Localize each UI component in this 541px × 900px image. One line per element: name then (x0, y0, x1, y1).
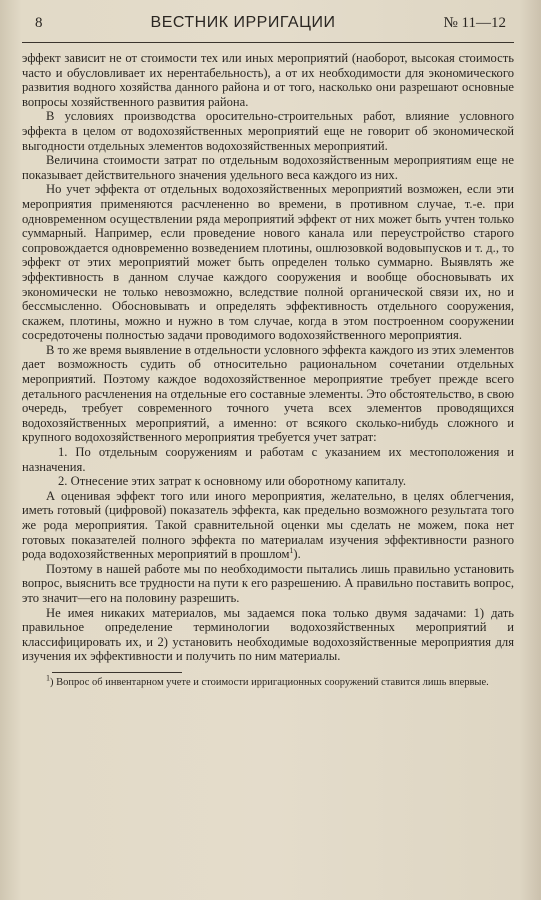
paragraph: В то же время выявление в отдельности условного эффекта каждого из этих элементов дает возможность судить об относительно рациональном сочетании отдельных мероприятий. Поэтому каждое водохозяйственное мероприятие требует прежде всего детального расчленения на отдельные его составные элементы. Это обстоятельство, в свою очередь, требует современного точного учета всех элементов проводящихся водохозяйственных мероприятий, а именно: от всякого сколько-нибудь сложного и крупного водохозяйственного мероприятия требуется учет затрат: (22, 342, 514, 445)
list-item: 1. По отдельным сооружениям и работам с указанием их местоположения и назначения. (22, 445, 514, 474)
paragraph: эффект зависит не от стоимости тех или иных мероприятий (наоборот, высокая стоимость часто и обусловливает их нерентабельность), а от их необходимости для экономического развития водного хозяйства данного района и от того, насколько они разрешают основные вопросы хозяйственного развития района. (22, 51, 514, 109)
paragraph-with-footnote (22, 489, 514, 562)
paragraph: Не имея никаких материалов, мы задаемся пока только двумя задачами: 1) дать правильное определение терминологии водохозяйственных мероприятий и классифицировать их, и 2) установить необходимые водохозяйственные мероприятия для изучения их эффективности и получить по ним материалы. (22, 605, 514, 664)
page-number: 8 (35, 15, 43, 31)
list-item: 2. Отнесение этих затрат к основному или оборотному капиталу. (58, 474, 406, 489)
journal-title: ВЕСТНИК ИРРИГАЦИИ (150, 14, 336, 31)
paragraph: Поэтому в нашей работе мы по необходимости пытались лишь правильно установить вопрос, выяснить все трудности на пути к его разрешению. А правильно поставить вопрос, это значит—его на половину разрешить. (22, 561, 514, 605)
footnote: $^1$) Вопрос об инвентарном учете и стоимости ирригационных сооружений ставится лишь впервые. (46, 673, 489, 688)
paragraph: Величина стоимости затрат по отдельным водохозяйственным мероприятиям еще не показывает действительного значения удельного веса каждого из них. (22, 153, 514, 182)
paragraph-tail: ). (293, 547, 301, 562)
footnote-rule (52, 672, 182, 673)
footnote-text: Вопрос об инвентарном учете и стоимости ирригационных сооружений ставится лишь впервые. (56, 676, 489, 688)
issue-number: № 11—12 (443, 15, 506, 31)
article-body (22, 51, 514, 664)
header-rule (22, 42, 514, 43)
paragraph: В условиях производства оросительно-строительных работ, влияние условного эффекта в целом от водохозяйственных мероприятий еще не говорит об экономической выгодности отдельных элементов водохозяйственных мероприятий. (22, 109, 514, 153)
paragraph-text: А оценивая эффект того или иного мероприятия, желательно, в целях облегчения, иметь готовый (цифровой) показатель эффекта, как предельно возможного результата того же рода мероприятия. Такой сравнительной оценки мы сделать не можем, пока нет готовых показателей полного эффекта по материалам изучения эффективности разного рода водохозяйственных мероприятий в прошлом (22, 488, 514, 562)
page-header (22, 14, 514, 42)
paragraph: Но учет эффекта от отдельных водохозяйственных мероприятий возможен, если эти мероприятия применяются расчлененно во времени, в противном случае, т.-е. при одновременном осуществлении ряда мероприятий эффект от них может быть учтен только суммарный. Например, если проведение нового канала или переустройство старого сопровождается одновременно возведением плотины, ошлюзовкой водовыпусков и т. д., то эффект от этих мероприятий может быть определен только суммарно. Выявлять же эффективность в данном случае каждого сооружения и вообще обосновывать их экономически не только невозможно, вследствие полной органической связи их, но и бессмысленно. Обосновывать и определять эффективность отдельного сооружения, скажем, плотины, можно и нужно в том случае, когда в этом построенном сооружении сосредоточены полностью задачи проводимого водохозяйственного мероприятия. (22, 182, 514, 343)
footnote-marker: 1 (46, 673, 50, 683)
footnote-ref: 1 (289, 546, 294, 555)
